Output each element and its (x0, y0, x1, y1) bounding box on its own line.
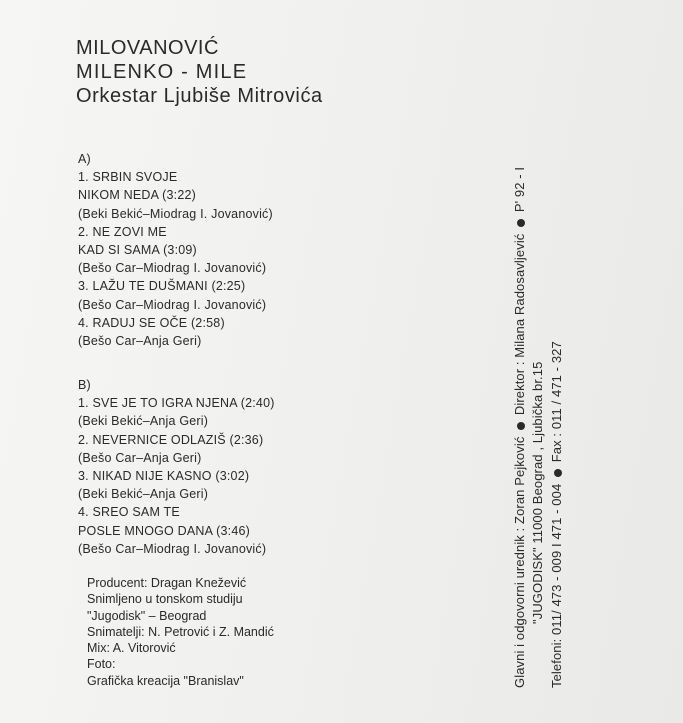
credit-line: Snimljeno u tonskom studiju (87, 592, 243, 607)
tracklist-line: (Beki Bekić–Anja Geri) (78, 414, 209, 429)
side-b-label: B) (78, 378, 91, 392)
production-credits (87, 575, 274, 689)
side-a-tracklist (78, 150, 273, 350)
tracklist-line: (Beki Bekić–Anja Geri) (78, 487, 209, 502)
bullet-icon (554, 469, 562, 477)
fax-text: Fax : 011 / 471 - 327 (549, 341, 564, 463)
credit-line: Snimatelji: N. Petrović i Z. Mandić (87, 624, 274, 639)
credit-line: Foto: (87, 657, 116, 672)
artist-surname: MILOVANOVIĆ (76, 37, 219, 59)
tracklist-line: (Bešo Car–Anja Geri) (78, 450, 202, 465)
credit-line: Mix: A. Vitorović (87, 641, 176, 656)
director-text: Direktor : Milana Radosavljević (512, 233, 527, 416)
tracklist-line: 3. LAŽU TE DUŠMANI (2:25) (78, 279, 246, 294)
tracklist-line: KAD SI SAMA (3:09) (78, 243, 197, 258)
credit-line: Producent: Dragan Knežević (87, 576, 247, 590)
credit-line: "Jugodisk" – Beograd (87, 608, 207, 623)
tracklist-line: (Bešo Car–Miodrag I. Jovanović) (78, 261, 267, 276)
orchestra-name: Orkestar Ljubiše Mitrovića (76, 85, 323, 107)
tracklist-line: 4. RADUJ SE OČE (2:58) (78, 315, 225, 330)
tracklist-line: 1. SRBIN SVOJE (78, 170, 178, 185)
publisher-address: "JUGODISK" 11000 Beograd , Ljubička br.15 (530, 361, 545, 624)
publisher-line-3 (547, 341, 566, 688)
tracklist-line: (Bešo Car–Anja Geri) (78, 334, 202, 349)
tracklist-line: POSLE MNOGO DANA (3:46) (78, 523, 251, 538)
tracklist-line: 2. NEVERNICE ODLAZIŠ (2:36) (78, 432, 264, 447)
credit-line: Grafička kreacija "Branislav" (87, 673, 244, 688)
bullet-icon (517, 422, 525, 430)
artist-header (76, 36, 323, 108)
tracklist-line: 2. NE ZOVI ME (78, 224, 167, 239)
tracklist-line: 3. NIKAD NIJE KASNO (3:02) (78, 469, 250, 484)
tracklist-line: 1. SVE JE TO IGRA NJENA (2:40) (78, 396, 275, 411)
tracklist-line: (Bešo Car–Miodrag I. Jovanović) (78, 297, 267, 312)
phone-text: Telefoni: 011/ 473 - 009 I 471 - 004 (549, 483, 564, 688)
bullet-icon (517, 219, 525, 227)
tracklist-line: NIKOM NEDA (3:22) (78, 188, 197, 203)
side-a-label: A) (78, 152, 91, 166)
tracklist-line: (Beki Bekić–Miodrag I. Jovanović) (78, 206, 273, 221)
tracklist-line: 4. SREO SAM TE (78, 505, 180, 520)
editor-text: Glavni i odgovorni urednik : Zoran Pejković (512, 436, 527, 688)
tracklist-line: (Bešo Car–Miodrag I. Jovanović) (78, 541, 267, 556)
side-b-tracklist (78, 376, 275, 558)
publisher-line-1 (510, 167, 529, 688)
artist-name: MILENKO - MILE (76, 61, 248, 83)
copyright-year-text: P' 92 - I (512, 166, 527, 213)
